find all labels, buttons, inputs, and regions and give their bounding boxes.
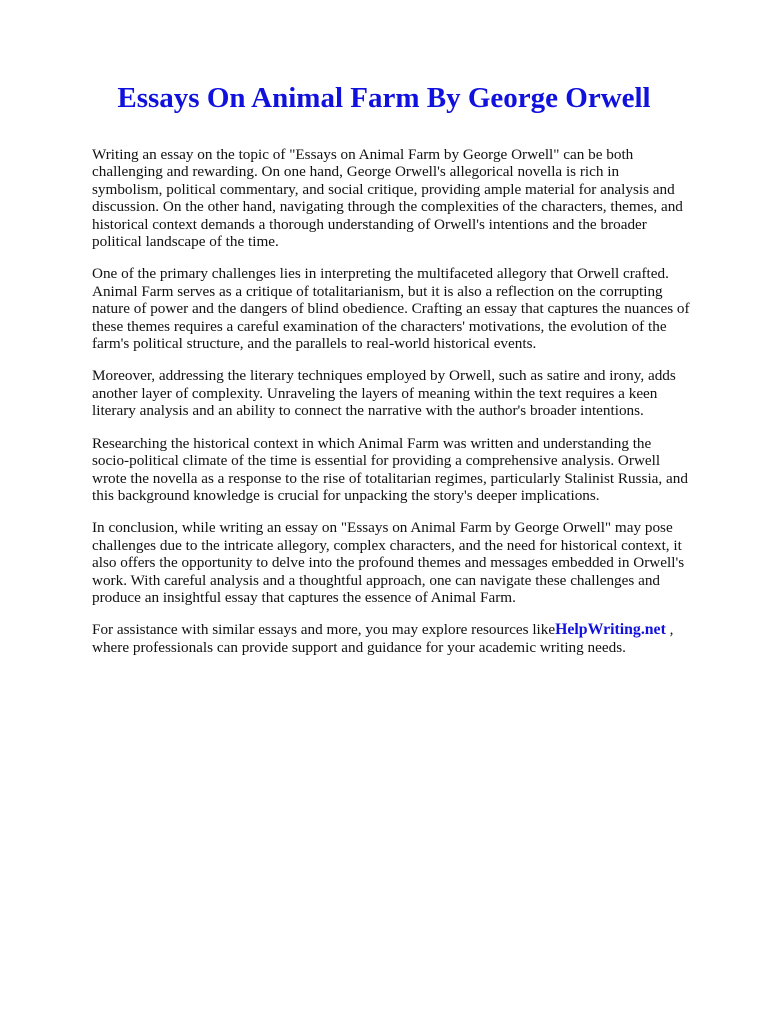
paragraph-allegory: One of the primary challenges lies in interpreting the multifaceted allegory that Orwell crafted. Animal Farm serves as a critique of totalitarianism, but it is also a reflection on the corrupting nature of power and the dangers of blind obedience. Crafting an essay that captures the nuances of these themes requires a careful examination of the characters' motivations, the evolution of the farm's political structure, and the parallels to real-world historical events. <box>92 265 690 353</box>
helpwriting-link[interactable]: HelpWriting.net <box>555 621 666 639</box>
paragraph-closing <box>92 621 692 656</box>
page-title: Essays On Animal Farm By George Orwell <box>117 82 651 114</box>
paragraph-conclusion: In conclusion, while writing an essay on "Essays on Animal Farm by George Orwell" may pose challenges due to the intricate allegory, complex characters, and the need for historical context, it also offers the opportunity to delve into the profound themes and messages embedded in Orwell's work. With careful analysis and a thoughtful approach, one can navigate these challenges and produce an insightful essay that captures the essence of Animal Farm. <box>92 519 685 606</box>
paragraph-intro: Writing an essay on the topic of "Essays on Animal Farm by George Orwell" can be both challenging and rewarding. On one hand, George Orwell's allegorical novella is rich in symbolism, political commentary, and social critique, providing ample material for analysis and discussion. On the other hand, navigating through the complexities of the characters, themes, and historical context demands a thorough understanding of Orwell's intentions and the broader political landscape of the time. <box>92 146 683 251</box>
document-body <box>92 146 692 671</box>
paragraph-historical-context: Researching the historical context in which Animal Farm was written and understanding the socio-political climate of the time is essential for providing a comprehensive analysis. Orwell wrote the novella as a response to the rise of totalitarian regimes, particularly Stalinist Russia, and this background knowledge is crucial for unpacking the story's deeper implications. <box>92 434 688 504</box>
paragraph-literary-techniques: Moreover, addressing the literary techniques employed by Orwell, such as satire and irony, adds another layer of complexity. Unraveling the layers of meaning within the text requires a keen literary analysis and an ability to connect the narrative with the author's broader intentions. <box>92 367 676 420</box>
closing-text-before-link: For assistance with similar essays and more, you may explore resources like <box>92 621 556 639</box>
closing-text-after-link: , where professionals can provide support and guidance for your academic writing needs. <box>92 621 674 656</box>
